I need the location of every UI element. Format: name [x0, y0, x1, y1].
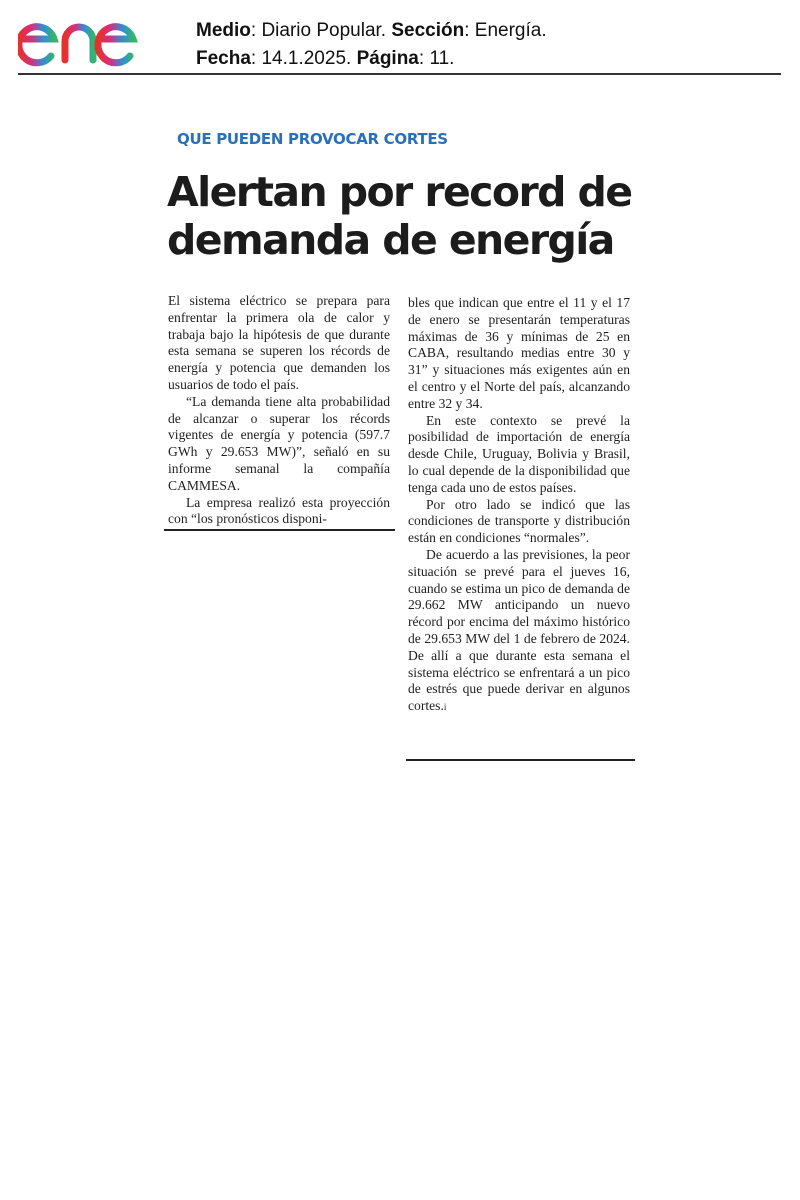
meta-line-1: Medio: Diario Popular. Sección: Energía.	[196, 20, 547, 41]
end-mark: i	[443, 702, 447, 713]
fecha-value: 14.1.2025.	[261, 48, 352, 69]
seccion-value: Energía.	[474, 20, 547, 41]
article-column-2	[408, 295, 630, 716]
article-headline: Alertan por record de demanda de energía	[167, 168, 632, 264]
header-divider	[18, 73, 781, 75]
article-paragraph-last	[408, 547, 630, 716]
article-paragraph: bles que indican que entre el 11 y el 17 de enero se presentarán temperaturas máximas de 36 y mínimas de 25 en CABA, resultando medias entre 30 y 31” y situaciones más exigentes aún en el centro y el Norte del país, alcanzando entre 32 y 34.	[408, 295, 630, 411]
fecha-label: Fecha	[196, 48, 251, 69]
article-column-1	[168, 293, 390, 528]
article-paragraph: La empresa realizó esta proyección con “los pronósticos disponi-	[168, 494, 390, 527]
medio-value: Diario Popular.	[261, 20, 387, 41]
article-paragraph: El sistema eléctrico se prepara para enfrentar la primera ola de calor y trabaja bajo la hipótesis de que durante esta semana se superen los récords de energía y potencia que demanden los usuarios de todo el país.	[168, 293, 390, 392]
seccion-label: Sección	[391, 20, 465, 41]
article-paragraph: “La demanda tiene alta probabilidad de alcanzar o superar los récords vigentes de energía y potencia (597.7 GWh y 29.653 MW)”, señaló en su informe semanal la compañía CAMMESA.	[168, 393, 390, 493]
article-paragraph-text: De acuerdo a las previsiones, la peor situación se prevé para el jueves 16, cuando se estima un pico de demanda de 29.662 MW anticipando un nuevo récord por encima del máximo histórico de 29.653 MW del 1 de febrero de 2024. De allí a que durante esta semana el sistema eléctrico se enfrentará a un pico de estrés que puede derivar en algunos cortes.	[408, 546, 630, 714]
clipping-header	[0, 0, 800, 80]
article-paragraph: En este contexto se prevé la posibilidad de importación de energía desde Chile, Uruguay, Bolivia y Brasil, lo cual depende de la disponibilidad que tenga cada uno de estos países.	[408, 412, 630, 495]
meta-line-2: Fecha: 14.1.2025. Página: 11.	[196, 48, 455, 69]
article-paragraph: Por otro lado se indicó que las condiciones de transporte y distribución están en condiciones “normales”.	[408, 496, 630, 546]
medio-label: Medio	[196, 20, 251, 41]
clipping-metadata	[196, 17, 547, 73]
article-kicker: QUE PUEDEN PROVOCAR CORTES	[177, 130, 448, 148]
pagina-label: Página	[356, 48, 419, 69]
enel-logo	[18, 8, 168, 70]
article-end-rule	[406, 759, 635, 761]
pagina-value: 11.	[429, 48, 455, 69]
column-1-end-rule	[164, 529, 395, 531]
